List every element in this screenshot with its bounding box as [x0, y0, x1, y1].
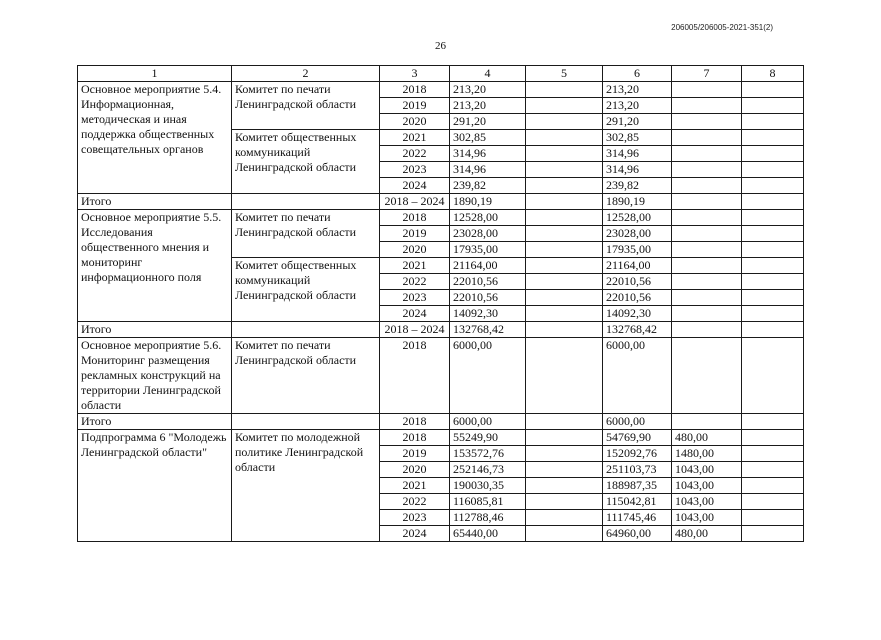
total-row	[78, 322, 804, 338]
empty-cell	[526, 82, 603, 98]
empty-cell	[526, 306, 603, 322]
amount-cell: 22010,56	[603, 290, 672, 306]
column-header-row	[78, 66, 804, 82]
activity-name: Основное мероприятие 5.4. Информационная, методическая и иная поддержка общественных совещательных органов	[78, 82, 232, 194]
empty-cell	[742, 114, 804, 130]
empty-cell	[526, 194, 603, 210]
empty-cell	[526, 494, 603, 510]
amount-cell: 17935,00	[450, 242, 526, 258]
year-cell: 2018	[380, 430, 450, 446]
amount-cell: 6000,00	[450, 338, 526, 414]
amount-cell: 314,96	[603, 162, 672, 178]
amount-cell: 22010,56	[450, 274, 526, 290]
amount-cell: 64960,00	[603, 526, 672, 542]
amount-cell: 55249,90	[450, 430, 526, 446]
amount-cell: 480,00	[672, 526, 742, 542]
total-label: Итого	[78, 414, 232, 430]
amount-cell: 111745,46	[603, 510, 672, 526]
amount-cell: 1890,19	[603, 194, 672, 210]
amount-cell: 12528,00	[450, 210, 526, 226]
empty-cell	[526, 130, 603, 146]
amount-cell: 1043,00	[672, 494, 742, 510]
amount-cell: 252146,73	[450, 462, 526, 478]
empty-cell	[672, 322, 742, 338]
empty-cell	[742, 226, 804, 242]
year-cell: 2018	[380, 414, 450, 430]
amount-cell: 251103,73	[603, 462, 672, 478]
total-label: Итого	[78, 322, 232, 338]
empty-cell	[526, 210, 603, 226]
empty-cell	[742, 82, 804, 98]
amount-cell: 213,20	[603, 82, 672, 98]
empty-cell	[526, 258, 603, 274]
amount-cell: 1480,00	[672, 446, 742, 462]
empty-cell	[672, 242, 742, 258]
year-cell: 2021	[380, 478, 450, 494]
year-cell: 2024	[380, 306, 450, 322]
empty-cell	[672, 414, 742, 430]
empty-cell	[742, 98, 804, 114]
year-cell: 2024	[380, 178, 450, 194]
amount-cell: 239,82	[450, 178, 526, 194]
year-cell: 2022	[380, 494, 450, 510]
empty-cell	[526, 98, 603, 114]
empty-cell	[742, 526, 804, 542]
document-id: 206005/206005-2021-351(2)	[671, 23, 773, 32]
year-cell: 2018	[380, 210, 450, 226]
empty-cell	[526, 146, 603, 162]
amount-cell: 112788,46	[450, 510, 526, 526]
amount-cell: 1043,00	[672, 478, 742, 494]
empty-cell	[742, 338, 804, 414]
table-row	[78, 82, 804, 98]
column-header: 3	[380, 66, 450, 82]
executor: Комитет по молодежной политике Ленинградской области	[232, 430, 380, 542]
year-cell: 2018 – 2024	[380, 194, 450, 210]
amount-cell: 6000,00	[603, 338, 672, 414]
amount-cell: 152092,76	[603, 446, 672, 462]
amount-cell: 1043,00	[672, 510, 742, 526]
empty-cell	[742, 162, 804, 178]
amount-cell: 6000,00	[603, 414, 672, 430]
empty-cell	[232, 414, 380, 430]
executor: Комитет общественных коммуникаций Ленинградской области	[232, 130, 380, 194]
empty-cell	[526, 274, 603, 290]
amount-cell: 213,20	[603, 98, 672, 114]
year-cell: 2021	[380, 130, 450, 146]
amount-cell: 314,96	[603, 146, 672, 162]
table-row	[78, 338, 804, 414]
executor: Комитет по печати Ленинградской области	[232, 210, 380, 258]
amount-cell: 213,20	[450, 82, 526, 98]
empty-cell	[672, 130, 742, 146]
empty-cell	[742, 478, 804, 494]
executor: Комитет общественных коммуникаций Ленинградской области	[232, 258, 380, 322]
empty-cell	[672, 162, 742, 178]
column-header: 7	[672, 66, 742, 82]
empty-cell	[742, 414, 804, 430]
empty-cell	[742, 290, 804, 306]
empty-cell	[526, 290, 603, 306]
empty-cell	[742, 322, 804, 338]
subprogram-name: Подпрограмма 6 "Молодежь Ленинградской области"	[78, 430, 232, 542]
amount-cell: 239,82	[603, 178, 672, 194]
empty-cell	[742, 462, 804, 478]
empty-cell	[526, 338, 603, 414]
amount-cell: 291,20	[603, 114, 672, 130]
budget-table	[77, 65, 804, 542]
amount-cell: 132768,42	[450, 322, 526, 338]
activity-name: Основное мероприятие 5.5. Исследования общественного мнения и мониторинг информационного поля	[78, 210, 232, 322]
amount-cell: 190030,35	[450, 478, 526, 494]
amount-cell: 291,20	[450, 114, 526, 130]
empty-cell	[526, 510, 603, 526]
empty-cell	[526, 446, 603, 462]
year-cell: 2023	[380, 290, 450, 306]
amount-cell: 115042,81	[603, 494, 672, 510]
amount-cell: 1043,00	[672, 462, 742, 478]
empty-cell	[672, 338, 742, 414]
empty-cell	[672, 290, 742, 306]
year-cell: 2021	[380, 258, 450, 274]
amount-cell: 21164,00	[450, 258, 526, 274]
year-cell: 2022	[380, 274, 450, 290]
amount-cell: 153572,76	[450, 446, 526, 462]
empty-cell	[672, 178, 742, 194]
empty-cell	[526, 114, 603, 130]
year-cell: 2023	[380, 510, 450, 526]
empty-cell	[672, 210, 742, 226]
amount-cell: 22010,56	[450, 290, 526, 306]
column-header: 6	[603, 66, 672, 82]
empty-cell	[742, 194, 804, 210]
amount-cell: 302,85	[603, 130, 672, 146]
executor: Комитет по печати Ленинградской области	[232, 82, 380, 130]
table-row	[78, 430, 804, 446]
column-header: 5	[526, 66, 603, 82]
empty-cell	[672, 114, 742, 130]
executor: Комитет по печати Ленинградской области	[232, 338, 380, 414]
year-cell: 2020	[380, 242, 450, 258]
total-row	[78, 194, 804, 210]
empty-cell	[526, 414, 603, 430]
empty-cell	[742, 130, 804, 146]
empty-cell	[672, 226, 742, 242]
amount-cell: 314,96	[450, 162, 526, 178]
total-label: Итого	[78, 194, 232, 210]
year-cell: 2020	[380, 114, 450, 130]
amount-cell: 1890,19	[450, 194, 526, 210]
empty-cell	[672, 98, 742, 114]
year-cell: 2023	[380, 162, 450, 178]
empty-cell	[672, 82, 742, 98]
amount-cell: 6000,00	[450, 414, 526, 430]
amount-cell: 65440,00	[450, 526, 526, 542]
amount-cell: 54769,90	[603, 430, 672, 446]
year-cell: 2020	[380, 462, 450, 478]
amount-cell: 22010,56	[603, 274, 672, 290]
year-cell: 2019	[380, 98, 450, 114]
amount-cell: 21164,00	[603, 258, 672, 274]
empty-cell	[742, 510, 804, 526]
page-number: 26	[435, 40, 446, 52]
amount-cell: 132768,42	[603, 322, 672, 338]
year-cell: 2018	[380, 82, 450, 98]
amount-cell: 302,85	[450, 130, 526, 146]
empty-cell	[526, 430, 603, 446]
empty-cell	[742, 446, 804, 462]
empty-cell	[526, 178, 603, 194]
empty-cell	[672, 258, 742, 274]
column-header: 4	[450, 66, 526, 82]
empty-cell	[526, 242, 603, 258]
empty-cell	[672, 194, 742, 210]
amount-cell: 188987,35	[603, 478, 672, 494]
year-cell: 2019	[380, 446, 450, 462]
activity-name: Основное мероприятие 5.6. Мониторинг размещения рекламных конструкций на территории Ленинградской области	[78, 338, 232, 414]
amount-cell: 480,00	[672, 430, 742, 446]
year-cell: 2019	[380, 226, 450, 242]
column-header: 2	[232, 66, 380, 82]
amount-cell: 12528,00	[603, 210, 672, 226]
empty-cell	[742, 494, 804, 510]
amount-cell: 14092,30	[450, 306, 526, 322]
year-cell: 2022	[380, 146, 450, 162]
column-header: 8	[742, 66, 804, 82]
empty-cell	[742, 210, 804, 226]
amount-cell: 17935,00	[603, 242, 672, 258]
year-cell: 2018	[380, 338, 450, 414]
empty-cell	[526, 322, 603, 338]
empty-cell	[672, 306, 742, 322]
amount-cell: 213,20	[450, 98, 526, 114]
empty-cell	[742, 258, 804, 274]
empty-cell	[526, 478, 603, 494]
year-cell: 2024	[380, 526, 450, 542]
amount-cell: 314,96	[450, 146, 526, 162]
empty-cell	[526, 162, 603, 178]
empty-cell	[672, 146, 742, 162]
year-cell: 2018 – 2024	[380, 322, 450, 338]
table-row	[78, 210, 804, 226]
empty-cell	[526, 462, 603, 478]
amount-cell: 14092,30	[603, 306, 672, 322]
empty-cell	[232, 322, 380, 338]
empty-cell	[742, 178, 804, 194]
empty-cell	[672, 274, 742, 290]
total-row	[78, 414, 804, 430]
amount-cell: 23028,00	[450, 226, 526, 242]
empty-cell	[742, 306, 804, 322]
column-header: 1	[78, 66, 232, 82]
empty-cell	[232, 194, 380, 210]
empty-cell	[742, 430, 804, 446]
empty-cell	[526, 226, 603, 242]
empty-cell	[742, 274, 804, 290]
amount-cell: 116085,81	[450, 494, 526, 510]
empty-cell	[742, 242, 804, 258]
amount-cell: 23028,00	[603, 226, 672, 242]
empty-cell	[526, 526, 603, 542]
empty-cell	[742, 146, 804, 162]
